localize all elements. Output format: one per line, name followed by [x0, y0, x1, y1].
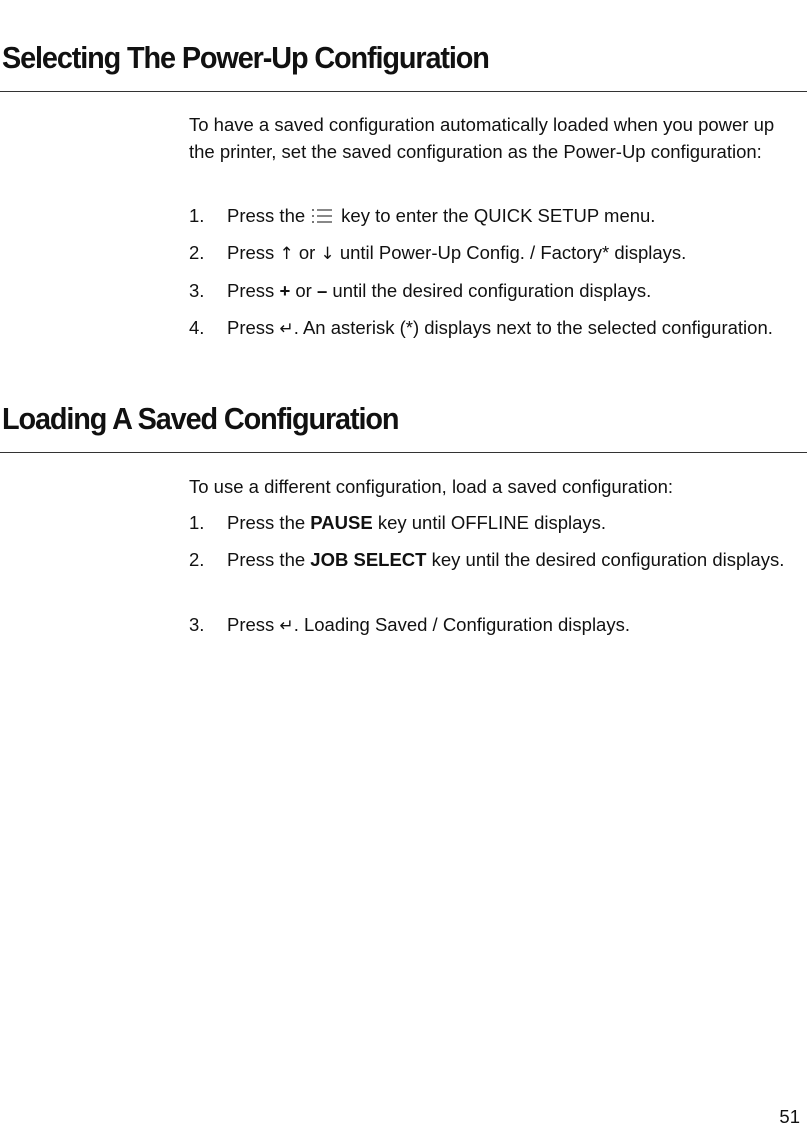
intro-paragraph: To use a different configuration, load a saved configuration:: [189, 476, 674, 497]
step-number: 1.: [189, 512, 205, 533]
step-text: key until the desired configuration displays.: [431, 549, 785, 570]
menu-key-icon: [311, 207, 333, 225]
step-number: 1.: [189, 205, 205, 226]
step-number: 3.: [189, 280, 205, 301]
step-text: or: [295, 280, 312, 301]
step-text: key until OFFLINE displays.: [377, 512, 607, 533]
step-text: or: [298, 242, 316, 263]
page-number: 51: [779, 1106, 800, 1127]
down-arrow-icon: ↓: [320, 244, 335, 264]
step-text: Press the: [227, 512, 306, 533]
plus-key: +: [279, 280, 291, 301]
step-number: 4.: [189, 317, 205, 338]
job-select-key: JOB SELECT: [310, 549, 427, 570]
step-number: 2.: [189, 242, 205, 263]
step-text: Press the: [227, 549, 306, 570]
minus-key: –: [316, 280, 328, 301]
intro-paragraph: To have a saved configuration automatically loaded when you power up the printer, set the saved configuration as the Power-Up configuration:: [189, 114, 775, 162]
step-text: until Power-Up Config. / Factory* displays.: [339, 242, 687, 263]
step-text: . Loading Saved / Configuration displays.: [293, 614, 630, 635]
enter-key-icon: ↵: [279, 319, 294, 339]
up-arrow-icon: ↑: [279, 244, 294, 264]
heading-rule: [0, 91, 807, 92]
step-text: until the desired configuration displays.: [332, 280, 652, 301]
enter-key-icon: ↵: [279, 616, 294, 636]
step-text: Press: [227, 242, 275, 263]
step-number: 2.: [189, 549, 205, 570]
pause-key: PAUSE: [310, 512, 373, 533]
heading-rule: [0, 452, 807, 453]
step-number: 3.: [189, 614, 205, 635]
step-text: . An asterisk (*) displays next to the selected configuration.: [293, 317, 773, 338]
step-text: Press: [227, 280, 275, 301]
step-text: Press: [227, 614, 275, 635]
section-heading-power-up: Selecting The Power-Up Configuration: [2, 40, 489, 75]
step-text: Press: [227, 317, 275, 338]
step-text: Press the: [227, 205, 306, 226]
section-heading-loading: Loading A Saved Configuration: [2, 401, 399, 436]
step-text: key to enter the QUICK SETUP menu.: [341, 205, 656, 226]
